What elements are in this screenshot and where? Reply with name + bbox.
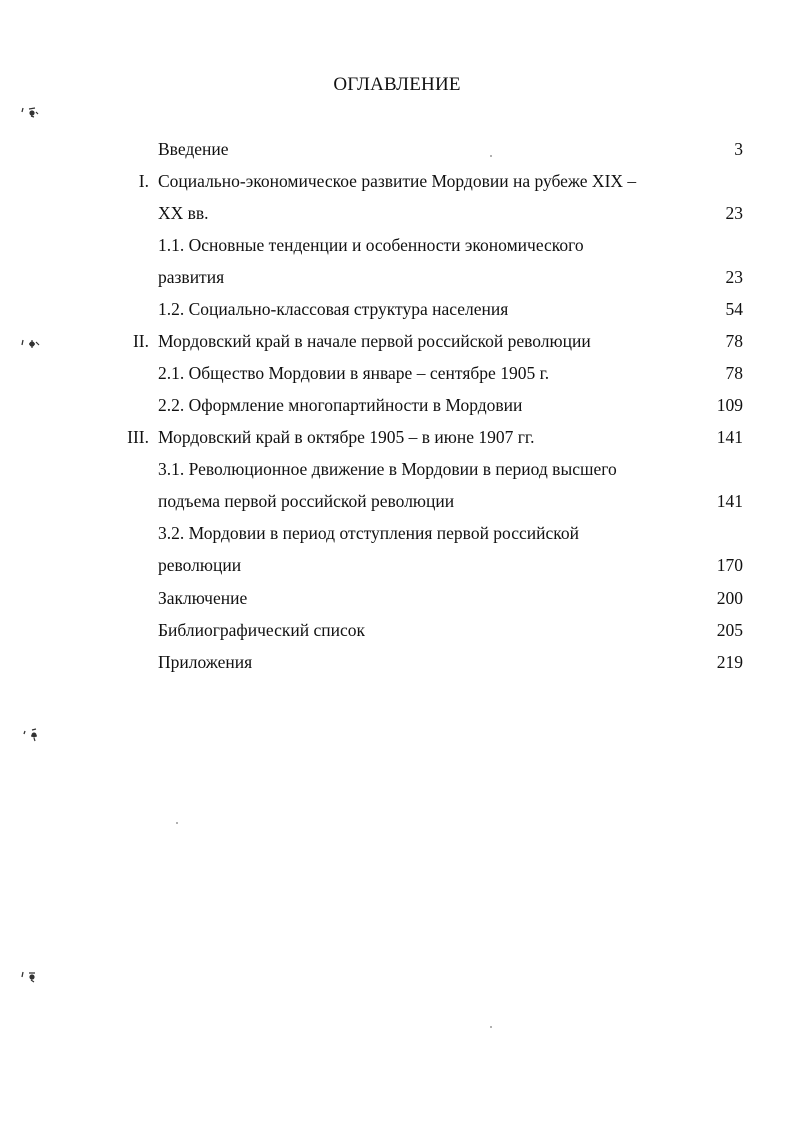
scan-speck — [490, 155, 492, 157]
toc-entry-page: 78 — [725, 363, 743, 383]
toc-entry-number: I. — [138, 171, 149, 191]
toc-entry-title: революции — [158, 555, 242, 575]
toc-entry-number: II. — [132, 331, 149, 351]
toc-entry — [0, 233, 794, 257]
toc-entry-page: 109 — [716, 395, 743, 415]
page-title: ОГЛАВЛЕНИЕ — [333, 74, 461, 95]
toc-entry — [0, 393, 794, 417]
toc-entry — [0, 553, 794, 577]
toc-entry — [0, 169, 794, 193]
toc-entry-title: 1.1. Основные тенденции и особенности экономического — [158, 235, 584, 255]
toc-entry — [0, 361, 794, 385]
toc-entry-title: Мордовский край в октябре 1905 – в июне 1907 гг. — [158, 427, 535, 447]
toc-entry — [0, 297, 794, 321]
toc-entry — [0, 521, 794, 545]
toc-entry-page: 54 — [725, 299, 743, 319]
toc-entry-title: Приложения — [158, 652, 253, 672]
toc-entry — [0, 650, 794, 674]
scan-speck — [490, 1026, 492, 1028]
toc-entry-title: 2.2. Оформление многопартийности в Мордовии — [158, 395, 523, 415]
toc-entry — [0, 425, 794, 449]
toc-entry — [0, 329, 794, 353]
toc-entry-page: 141 — [716, 427, 743, 447]
toc-entry — [0, 137, 794, 161]
toc-entry-page: 141 — [716, 491, 743, 511]
binding-hole-mark-icon — [20, 336, 42, 352]
scan-speck — [176, 822, 178, 824]
toc-entry-title: Заключение — [158, 588, 248, 608]
toc-entry-title: Мордовский край в начале первой российской революции — [158, 331, 591, 351]
toc-entry-title: 3.1. Революционное движение в Мордовии в период высшего — [158, 459, 617, 479]
binding-hole-mark-icon — [20, 968, 42, 984]
toc-entry-page: 78 — [725, 331, 743, 351]
toc-entry-title: Введение — [158, 139, 229, 159]
toc-entry-page: 23 — [725, 267, 743, 287]
toc-entry-title: Библиографический список — [158, 620, 366, 640]
toc-entry-title: 2.1. Общество Мордовии в январе – сентябре 1905 г. — [158, 363, 550, 383]
toc-entry-page: 3 — [734, 139, 743, 159]
toc-entry — [0, 586, 794, 610]
binding-hole-mark-icon — [22, 726, 44, 742]
toc-entry-title: подъема первой российской революции — [158, 491, 455, 511]
toc-entry-title: 1.2. Социально-классовая структура населения — [158, 299, 509, 319]
toc-entry — [0, 457, 794, 481]
toc-entry-title: XX вв. — [158, 203, 209, 223]
toc-entry-page: 170 — [716, 555, 743, 575]
toc-entry-page: 23 — [725, 203, 743, 223]
toc-entry-title: 3.2. Мордовии в период отступления первой российской — [158, 523, 579, 543]
toc-entry-page: 200 — [716, 588, 743, 608]
binding-hole-mark-icon — [20, 104, 42, 120]
toc-entry — [0, 265, 794, 289]
toc-entry-title: Социально-экономическое развитие Мордовии на рубеже XIX – — [158, 171, 637, 191]
toc-entry — [0, 489, 794, 513]
toc-entry-title: развития — [158, 267, 225, 287]
toc-entry-number: III. — [127, 427, 149, 447]
toc-entry-page: 205 — [716, 620, 743, 640]
toc-entry — [0, 618, 794, 642]
toc-entry — [0, 201, 794, 225]
toc-entry-page: 219 — [716, 652, 743, 672]
